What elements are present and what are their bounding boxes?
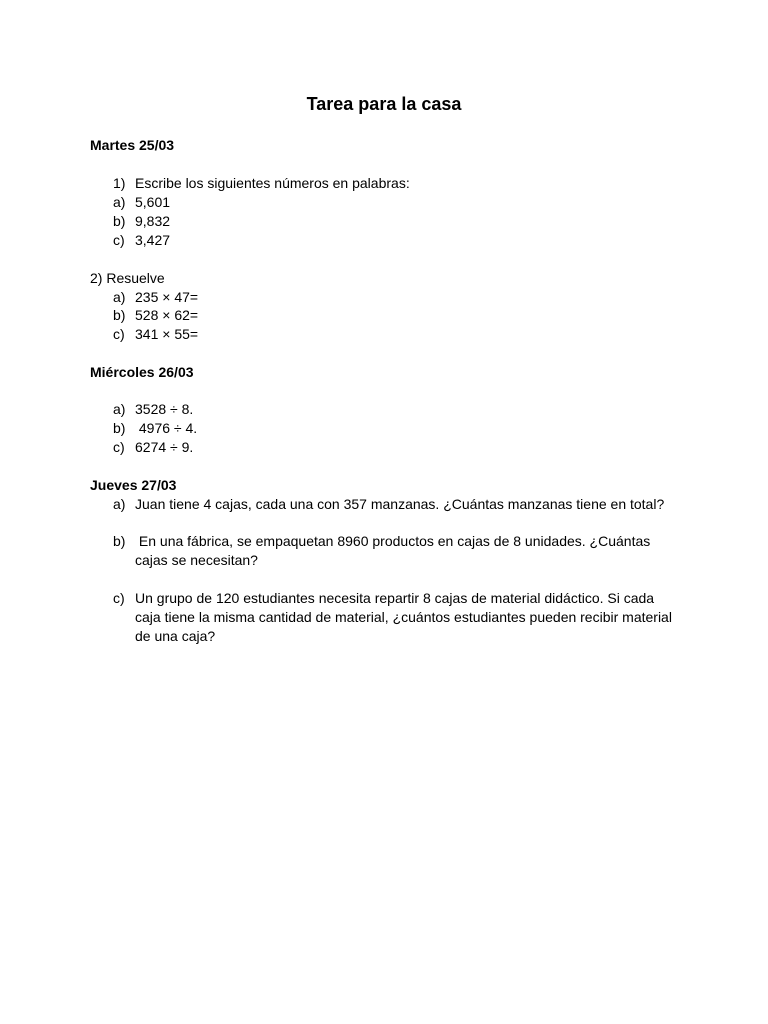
section-heading-jueves: Jueves 27/03 — [90, 477, 177, 493]
list-item-marker: a) — [113, 289, 126, 305]
list-item-text: 3,427 — [135, 232, 171, 248]
list-item-marker: c) — [113, 439, 125, 455]
list-item-marker: b) — [113, 420, 126, 436]
list-item-text: 341 × 55= — [135, 326, 199, 342]
list-item-text: 6274 ÷ 9. — [135, 439, 194, 455]
list-item-marker: b) — [113, 213, 126, 229]
list-item-marker: c) — [113, 326, 125, 342]
question-2-text: 2) Resuelve — [90, 270, 165, 286]
list-item-text: Un grupo de 120 estudiantes necesita repartir 8 cajas de material didáctico. Si cada caja tiene la misma cantidad de material, ¿cuántos estudiantes pueden recibir material de una caja? — [135, 590, 672, 644]
question-1-marker: 1) — [113, 175, 126, 191]
list-item-text: 3528 ÷ 8. — [135, 401, 194, 417]
list-item-text: Juan tiene 4 cajas, cada una con 357 manzanas. ¿Cuántas manzanas tiene en total? — [135, 496, 665, 512]
list-item-marker: c) — [113, 590, 125, 606]
list-item-text: En una fábrica, se empaquetan 8960 productos en cajas de 8 unidades. ¿Cuántas cajas se necesitan? — [135, 533, 655, 568]
list-item-marker: b) — [113, 533, 126, 549]
document-title: Tarea para la casa — [306, 94, 462, 114]
list-item-marker: b) — [113, 307, 126, 323]
list-item-text: 4976 ÷ 4. — [135, 420, 198, 436]
section-heading-martes: Martes 25/03 — [90, 137, 175, 153]
list-item-text: 528 × 62= — [135, 307, 199, 323]
list-item-marker: a) — [113, 401, 126, 417]
list-item-marker: c) — [113, 232, 125, 248]
section-heading-miercoles: Miércoles 26/03 — [90, 364, 194, 380]
list-item-marker: a) — [113, 194, 126, 210]
list-item-text: 235 × 47= — [135, 289, 199, 305]
question-1-text: Escribe los siguientes números en palabras: — [135, 175, 410, 191]
list-item-marker: a) — [113, 496, 126, 512]
list-item-text: 5,601 — [135, 194, 171, 210]
list-item-text: 9,832 — [135, 213, 171, 229]
